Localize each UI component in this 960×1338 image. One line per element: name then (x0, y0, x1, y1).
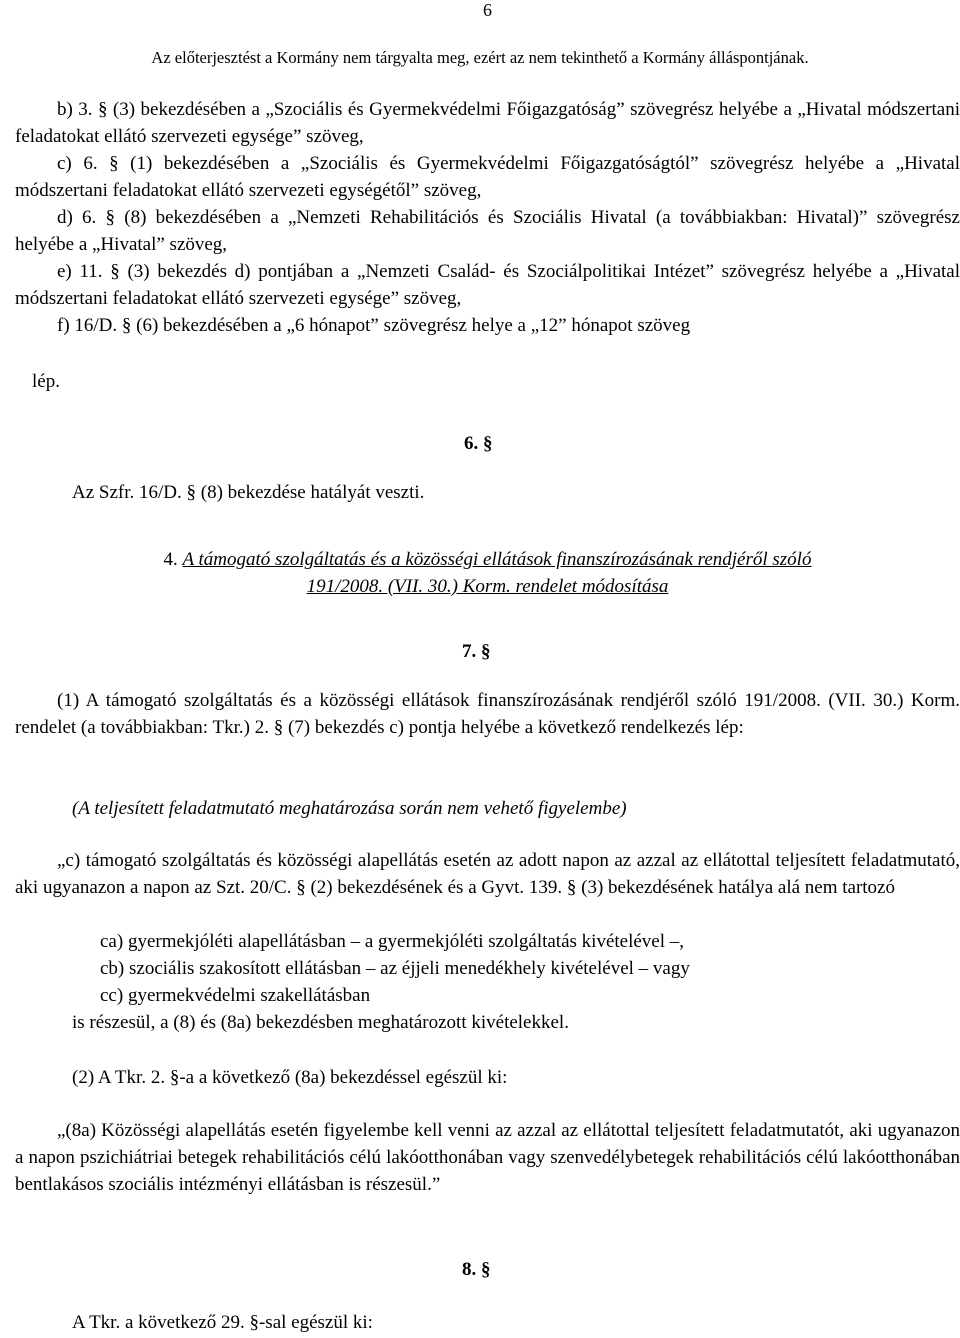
section-7-heading: 7. § (462, 641, 491, 662)
item-d: d) 6. § (8) bekezdésében a „Nemzeti Rehabilitációs és Szociális Hivatal (a továbbiakban: Hivatal)” szövegrész helyébe a „Hivatal” szöveg, (15, 207, 960, 255)
disclaimer-header: Az előterjesztést a Kormány nem tárgyalta meg, ezért az nem tekinthető a Kormány álláspontjának. (151, 48, 809, 67)
item-c: c) 6. § (1) bekezdésében a „Szociális és Gyermekvédelmi Főigazgatóságtól” szövegrész helyébe a „Hivatal módszertani feladatokat ellátó szervezeti egységétől” szöveg, (15, 153, 960, 201)
chapter-4-number: 4. (163, 549, 178, 570)
section-6-heading: 6. § (464, 433, 493, 454)
chapter-4-title (15, 546, 960, 600)
chapter-4-title-line1: A támogató szolgáltatás és a közösségi ellátások finanszírozásának rendjéről szóló (182, 549, 812, 570)
item-f: f) 16/D. § (6) bekezdésében a „6 hónapot” szövegrész helye a „12” hónapot szöveg (57, 315, 691, 336)
section-8-text: A Tkr. a következő 29. §-sal egészül ki: (72, 1312, 373, 1333)
item-b: b) 3. § (3) bekezdésében a „Szociális és Gyermekvédelmi Főigazgatóság” szövegrész helyébe a „Hivatal módszertani feladatokat ellátó szervezeti egysége” szöveg, (15, 99, 960, 147)
section-7-p3: „c) támogató szolgáltatás és közösségi alapellátás esetén az adott napon az azzal az ellátottal teljesített feladatmutató, aki ugyanazon a napon az Szt. 20/C. § (2) bekezdésének és a Gyvt. 139. § (3) bekezdésének hatálya alá nem tartozó (15, 850, 960, 898)
page-number: 6 (483, 0, 492, 20)
item-e: e) 11. § (3) bekezdés d) pontjában a „Nemzeti Család- és Szociálpolitikai Intézet” szövegrész helyébe a „Hivatal módszertani feladatokat ellátó szervezeti egysége” szöveg, (15, 261, 960, 309)
section-6-text: Az Szfr. 16/D. § (8) bekezdése hatályát veszti. (72, 482, 425, 503)
lep-text: lép. (32, 371, 60, 392)
point-cb: cb) szociális szakosított ellátásban – az éjjeli menedékhely kivételével – vagy (100, 958, 690, 979)
section-7-tail: is részesül, a (8) és (8a) bekezdésben meghatározott kivételekkel. (72, 1012, 569, 1033)
chapter-4-title-line2: 191/2008. (VII. 30.) Korm. rendelet módosítása (306, 576, 669, 597)
section-7-p5: „(8a) Közösségi alapellátás esetén figyelembe kell venni az azzal az ellátottal teljesített feladatmutatót, aki ugyanazon a napon pszichiátriai betegek rehabilitációs célú lakóotthonában vagy szenvedélybetegek rehabilitációs célú lakóotthonában bentlakásos szociális intézményi ellátásban is részesül.” (15, 1120, 960, 1195)
section-7-p4: (2) A Tkr. 2. §-a a következő (8a) bekezdéssel egészül ki: (72, 1067, 508, 1088)
point-ca: ca) gyermekjóléti alapellátásban – a gyermekjóléti szolgáltatás kivételével –, (100, 931, 685, 952)
section-7-p2: (A teljesített feladatmutató meghatározása során nem vehető figyelembe) (72, 798, 627, 819)
point-cc: cc) gyermekvédelmi szakellátásban (100, 985, 371, 1006)
section-7-p1: (1) A támogató szolgáltatás és a közösségi ellátások finanszírozásának rendjéről szóló 191/2008. (VII. 30.) Korm. rendelet (a továbbiakban: Tkr.) 2. § (7) bekezdés c) pontja helyébe a következő rendelkezés lép: (15, 690, 960, 738)
section-8-heading: 8. § (462, 1259, 491, 1280)
